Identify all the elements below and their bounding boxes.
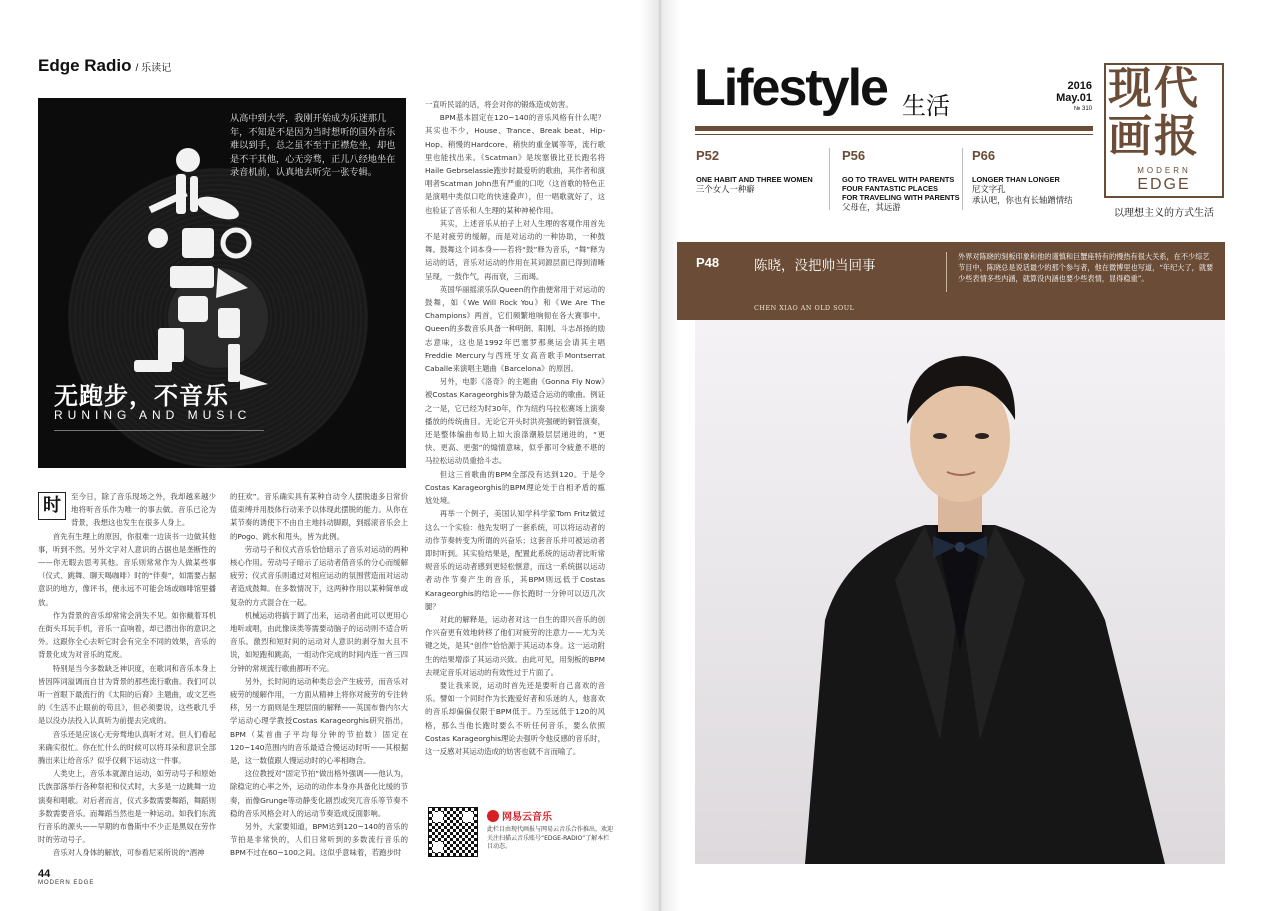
lifestyle-title: Lifestyle — [694, 59, 887, 117]
qr-code[interactable] — [428, 807, 478, 857]
hero-intro-text: 从高中到大学，我刚开始成为乐迷那几年，不知是不是因为当时想听的国外音乐难以到手，总之虽不至于正襟危坐，却也是不干其他，心无旁骛，正儿八经地坐在录音机前，认真地去听完一张专辑。 — [230, 113, 396, 178]
toc-page: P52 — [696, 148, 720, 163]
paragraph: 要让我来说，运动时首先还是要听自己喜欢的音乐。譬如一个同时作为长跑爱好者和乐迷的人，他喜欢的音乐却偏偏仅限于BPM低于。乃至远低于120的风格，那么当他长跑时要么不听任何音乐，要么依照Costas Karageorghis理论去强听令他反感的音乐时，这一反感对其运动造成的妨害也就不言而喻了。 — [425, 680, 605, 756]
toc-title-cn: 父母在，其远游 — [842, 202, 901, 212]
paragraph: 另外，大家要知道，BPM达到120~140的音乐的节拍是非常快的，人们日常听到的多数流行音乐的BPM不过在60~100之间。这似乎意味着，若跑步时 — [230, 822, 408, 858]
netease-music-logo: 网易云音乐 — [487, 808, 552, 823]
paragraph: 音乐还是应该心无旁骛地认真听才对。但人们看起来确实很忙。你在忙什么的时候可以将耳朵和意识全部腾出来让给音乐？似乎仅剩下运动这一件事。 — [38, 729, 216, 766]
feature-title: 陈晓，没把帅当回事 — [754, 258, 876, 274]
issue-number: № 310 — [1073, 106, 1092, 112]
paragraph: 特别是当今多数缺乏神识度，在歌词和音乐本身上皆因阵词溢调而自甘为背景的那些流行歌曲。我们可以听一首眼下最流行的《太阳的后裔》主题曲，或文艺些的《生活不止眼前的苟且》，但必须要说，这些歌几乎是以没办法投入认真听为前提去完成的。 — [38, 663, 216, 726]
partner-note: 此栏目由现代画报与网易云音乐合作推出，欢迎关注扫描云音乐账号“EDGE-RADIO”了解本栏目动态。 — [487, 826, 614, 850]
toc-divider — [829, 148, 830, 210]
paragraph: 机械运动将搞于调了出来，运动者由此可以更用心地听或唱，由此像读类等需要动脑子的运动则不适合听音乐。激烈和短时间的运动对人意识的剥夺加大且不说，如短跑和跳高，一组动作完成的时间内连一首三四分钟的常规流行歌曲都听不完。 — [230, 610, 408, 673]
paragraph: 一直听民谣的话，将会对你的锻炼造成妨害。 — [425, 100, 573, 109]
hero-image — [38, 98, 406, 468]
section-subtitle: / 乐读记 — [135, 63, 172, 74]
article-column-2 — [230, 490, 408, 860]
paragraph: 再举一个例子，美国认知学科学家Tom Fritz做过这么一个实验：他先发明了一套系统，可以将运动者的动作节奏转变为所谓的兴奋乐；这套音乐并可被运动者即时听到。其实验结果是，配置此系统的运动者比听常规音乐的运动者感到更轻松惬意，而这一系统据以运动者动作节奏产生的音乐，其BPM则远低于Costas Karageorghis的结论——你长跑时一分钟可以迈几次腿？ — [425, 509, 605, 611]
article-column-3 — [425, 98, 605, 758]
portrait-figure — [695, 320, 1225, 864]
paragraph: 音乐对人身体的解放，可参看尼采所说的“酒神 — [52, 848, 205, 858]
toc-item[interactable] — [842, 148, 962, 213]
paragraph: 其实，上述音乐从拍子上对人生理的客观作用首先不是对疲劳的缓解，而是对运动的一种协助，一种鼓舞。鼓舞这个词本身——若将“鼓”释为音乐，“舞”释为运动的话，音乐对运动的作用在其词源层面已得到清晰呈现，一鼓作气，再而衰，三而竭。 — [425, 218, 605, 281]
paragraph: 但这三首歌曲的BPM全部没有达到120。于是令Costas Karageorghis的BPM理论处于自相矛盾的尴尬处境。 — [425, 469, 605, 506]
paragraph: 另外，电影《洛奇》的主题曲《Gonna Fly Now》被Costas Karageorghis誉为最适合运动的歌曲。例证之一是，它已经为时30年，作为纽约马拉松赛场上演奏播放的传统曲目。无论它开头时洪亮强硬的铜管演奏，还是整体编曲布局上如大浪涤潮般层层递进的，“更快、更高、更强”的煽情意味，似乎都可令疲惫不堪的马拉松运动员重拾斗志。 — [425, 377, 605, 466]
logo-modern: MODERN — [1137, 166, 1191, 175]
paragraph: 作为背景的音乐却常常会消失不见。如你戴着耳机在街头耳玩手机，音乐一直响着，却已潜出你的意识之外。这跟你全心去听它时会有完全不同的效果，音乐的背景化成为对音乐的荒废。 — [38, 610, 216, 660]
toc-page: P66 — [972, 148, 996, 163]
hero-subtitle: RUNING AND MUSIC — [54, 408, 252, 422]
hero-divider — [54, 430, 264, 431]
toc-page: P56 — [842, 148, 866, 163]
paragraph: 至今日，除了音乐现场之外，我却越来越少地将听音乐作为唯一的事去做。音乐已沦为背景，我想这也发生在很多人身上。 — [71, 492, 216, 528]
logo-tagline: 以理想主义的方式生活 — [1114, 208, 1214, 219]
feature-divider — [946, 252, 947, 292]
feature-page: P48 — [696, 255, 720, 270]
dropcap: 时 — [38, 492, 66, 520]
paragraph: 英国华丽摇滚乐队Queen的作曲便常用于对运动的鼓舞，如《We Will Rock You》和《We Are The Champions》两首，它们频繁地响彻在各大赛事中。Queen的多数音乐具备一种明朗、阳刚、斗志昂扬的励志意味，这也是1992年巴塞罗那奥运会请其主唱Freddie Mercury与西班牙女高音歌手Montserrat Caballe来演唱主题曲《Barcelona》的原因。 — [425, 284, 605, 374]
paragraph: 人类史上，音乐本就源自运动，如劳动号子和原始氏族部落举行各种祭祀和仪式时，大多是一边跳舞一边演奏和唱歌。对后者而言，仪式多数需要舞蹈，舞蹈则多数需要音乐。而舞蹈当然也是一种运动。如我们东流行音乐的源头——早期的布鲁斯中不少正是黑奴在劳作时的劳动号子。 — [38, 769, 216, 845]
paragraph: 的狂欢”。音乐确实具有某种自动令人摆脱遗多日常价值束缚并用肢体行动来予以体现此摆脱的能力。从你在某节奏的诱使下不由自主地抖动脚跟，到摇滚音乐会上的Pogo、跳水和甩头，皆为此例。 — [230, 492, 408, 541]
paragraph: 对此的解释是，运动者对这一自生的即兴音乐的创作兴奋更有效地转移了他们对疲劳的注意力——尤为关键之处，是其“创作”恰恰源于其运动本身。这一运动附生的结果增添了其运动兴致。由此可见，用刻板的BPM去规定音乐对运动的有效性过于片面了。 — [425, 614, 605, 677]
toc-item[interactable] — [972, 148, 1097, 206]
logo-edge: EDGE — [1137, 176, 1191, 193]
header-rule-thin — [695, 134, 1093, 135]
section-title: Edge Radio / 乐读记 — [38, 56, 172, 75]
paragraph: 这位教授对“固定节拍”做出格外强调——他认为，除稳定的心率之外，运动的动作本身亦具备化比缓的节奏，而像Grunge等动静变化剧烈或突兀音乐等节奏不稳的音乐风格会对人的运动节奏造成反面影响。 — [230, 769, 408, 818]
header-rule — [695, 126, 1093, 131]
hero-title: 无跑步，不音乐 — [54, 382, 229, 410]
paragraph: BPM基本固定在120~140的音乐风格有什么呢？其实也不少，House、Trance、Break beat、Hip-Hop、稍慢的Hardcore、稍快的重金属等等，流行歌里也能找出来。《Scatman》是埃塞俄比亚长跑名将Haile Gebrselassie跑步时最爱听的歌曲，其作者和演唱者Scatman John患有严重的口吃（这首歌的特色正是演唱中类似口吃的快速叠声），但一唱歌就好了，这也验证了音乐和人生理的某种神秘作用。 — [425, 113, 605, 215]
paragraph: 首先有生理上的原因，你很难一边读书一边做其他事，听到不然。另外文字对人意识的占据也是垄断性的——你无暇去思考其他。音乐则常常作为人做某些事（仪式、跳舞、聊天喝咖啡）时的“伴奏”，如需要占据意识的地方，像评书，便永远不可能会场或咖啡馆里播放。 — [38, 531, 216, 607]
paragraph: 另外，长时间的运动种类总会产生疲劳，而音乐对疲劳的缓解作用，一方面从精神上将你对疲劳的专注转移，另一方面则是生理层面的解释——英国布鲁内尔大学运动心理学教授Costas Karageorghis研究指出，BPM（某首曲子平均每分钟的节拍数）固定在120~140范围内的音乐最适合慢运动时听——其根据是，这一数值跟人慢运动时的心率相吻合。 — [230, 676, 408, 766]
article-column-1 — [38, 490, 216, 860]
toc-title-cn: 尼文字孔 承认吧，你也有长轴蹭情结 — [972, 184, 1073, 205]
toc-title-en: LONGER THAN LONGER — [972, 175, 1060, 184]
netease-icon — [487, 810, 499, 822]
logo-text-1: 现代 — [1108, 63, 1200, 114]
paragraph: 劳动号子和仪式音乐恰恰暗示了音乐对运动的两种核心作用。劳动号子暗示了运动者借音乐的分心而缓解疲劳；仪式音乐则通过对相应运动的氛围营造而对运动者造成鼓舞。在多数情况下，这两种作用以某种简单或复杂的方式混合在一起。 — [230, 544, 408, 607]
logo-text-2: 画报 — [1108, 111, 1200, 162]
toc-title-cn: 三个女人一种癖 — [696, 184, 755, 194]
folio-magazine: MODERN EDGE — [38, 880, 95, 886]
issue-date: 2016 May.01 — [1056, 80, 1092, 104]
page-number: 44 — [38, 868, 51, 880]
page-gutter — [640, 0, 680, 911]
toc-title-en: GO TO TRAVEL WITH PARENTS FOUR FANTASTIC PLACES FOR TRAVELING WITH PARENTS — [842, 175, 960, 202]
portrait-photo — [695, 320, 1225, 864]
feature-description: 外界对陈晓的刻板印象和他的谨慎和巨蟹座特有的慢热有很大关系，在不少综艺节目中，陈晓总是说话最少的那个参与者，他在微博里也写道，“年纪大了，就要少些表情多些内涵，就算没内涵也要少些表情，显得稳重”。 — [958, 252, 1214, 283]
toc-item[interactable] — [696, 148, 826, 195]
toc-title-en: ONE HABIT AND THREE WOMEN — [696, 175, 813, 184]
feature-subtitle: CHEN XIAO AN OLD SOUL — [754, 304, 855, 312]
lifestyle-title-cn: 生活 — [902, 92, 950, 120]
toc-divider — [962, 148, 963, 210]
